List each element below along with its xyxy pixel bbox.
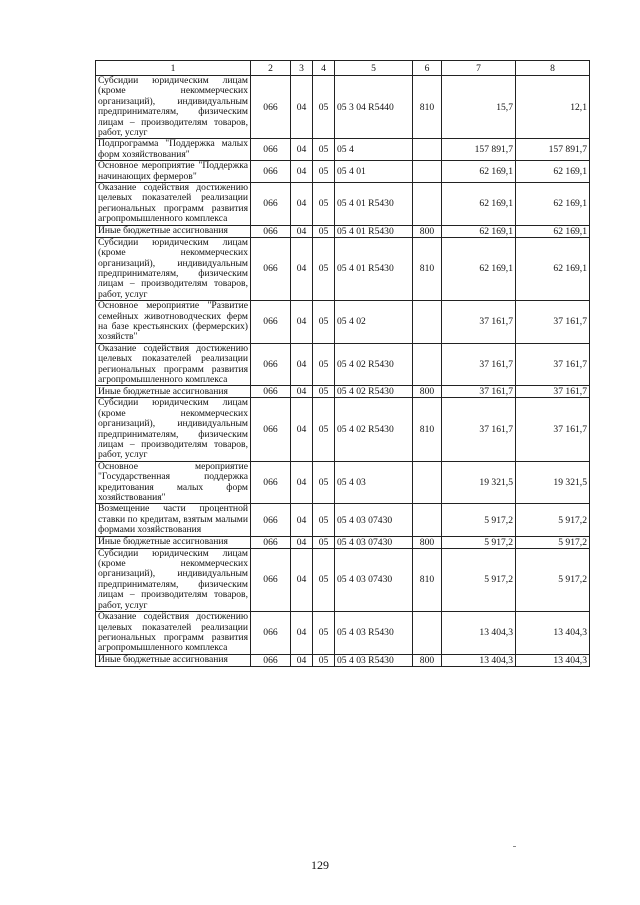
grbs-cell: 066 [251,161,291,183]
section-cell: 04 [291,612,313,655]
amount-cell: 62 169,1 [442,161,516,183]
amount-cell: 37 161,7 [516,301,590,344]
expense-type-cell: 800 [413,386,442,398]
subsection-cell: 05 [313,548,335,611]
target-article-cell: 05 4 03 07430 [335,536,413,548]
column-header: 3 [291,61,313,76]
table-row [96,536,590,548]
target-article-cell: 05 4 02 R5430 [335,343,413,386]
table-row [96,343,590,386]
amount-cell: 37 161,7 [516,398,590,461]
row-name-cell: Иные бюджетные ассигнования [96,225,251,237]
grbs-cell: 066 [251,301,291,344]
amount-cell: 13 404,3 [516,612,590,655]
row-name-cell: Возмещение части процентной ставки по кредитам, взятым малыми формами хозяйствования [96,504,251,536]
row-name-cell: Основное мероприятие "Развитие семейных животноводческих ферм на базе крестьянских (фермерских) хозяйств" [96,301,251,344]
amount-cell: 37 161,7 [516,343,590,386]
amount-cell: 12,1 [516,76,590,139]
amount-cell: 37 161,7 [442,398,516,461]
row-name-cell: Подпрограмма "Поддержка малых форм хозяйствования" [96,139,251,161]
target-article-cell: 05 3 04 R5440 [335,76,413,139]
table-row [96,225,590,237]
column-header: 5 [335,61,413,76]
row-name-cell: Субсидии юридическим лицам (кроме некоммерческих организаций), индивидуальным предпринимателям, физическим лицам – производителям товаров, работ, услуг [96,548,251,611]
section-cell: 04 [291,139,313,161]
target-article-cell: 05 4 02 R5430 [335,398,413,461]
amount-cell: 157 891,7 [516,139,590,161]
page-number: 129 [311,858,329,872]
amount-cell: 62 169,1 [442,183,516,226]
amount-cell: 5 917,2 [516,548,590,611]
expense-type-cell [413,461,442,504]
target-article-cell: 05 4 [335,139,413,161]
column-header: 7 [442,61,516,76]
section-cell: 04 [291,225,313,237]
table-row [96,654,590,666]
section-cell: 04 [291,76,313,139]
grbs-cell: 066 [251,237,291,300]
expense-type-cell: 800 [413,225,442,237]
target-article-cell: 05 4 02 [335,301,413,344]
row-name-cell: Иные бюджетные ассигнования [96,536,251,548]
section-cell: 04 [291,654,313,666]
amount-cell: 37 161,7 [516,386,590,398]
amount-cell: 62 169,1 [516,225,590,237]
target-article-cell: 05 4 03 07430 [335,548,413,611]
expense-type-cell [413,504,442,536]
grbs-cell: 066 [251,139,291,161]
table-row [96,139,590,161]
subsection-cell: 05 [313,536,335,548]
expense-type-cell [413,183,442,226]
amount-cell: 13 404,3 [516,654,590,666]
subsection-cell: 05 [313,504,335,536]
table-row [96,548,590,611]
target-article-cell: 05 4 03 R5430 [335,612,413,655]
section-cell: 04 [291,343,313,386]
column-header: 4 [313,61,335,76]
amount-cell: 37 161,7 [442,301,516,344]
amount-cell: 5 917,2 [442,536,516,548]
section-cell: 04 [291,504,313,536]
table-row [96,461,590,504]
grbs-cell: 066 [251,386,291,398]
expense-type-cell [413,612,442,655]
section-cell: 04 [291,536,313,548]
subsection-cell: 05 [313,237,335,300]
subsection-cell: 05 [313,161,335,183]
grbs-cell: 066 [251,398,291,461]
grbs-cell: 066 [251,183,291,226]
expense-type-cell: 810 [413,76,442,139]
budget-table [95,60,590,667]
column-header: 8 [516,61,590,76]
subsection-cell: 05 [313,225,335,237]
target-article-cell: 05 4 03 [335,461,413,504]
table-row [96,161,590,183]
amount-cell: 62 169,1 [516,237,590,300]
amount-cell: 5 917,2 [442,548,516,611]
amount-cell: 5 917,2 [516,504,590,536]
subsection-cell: 05 [313,398,335,461]
grbs-cell: 066 [251,612,291,655]
grbs-cell: 066 [251,504,291,536]
row-name-cell: Иные бюджетные ассигнования [96,654,251,666]
table-row [96,504,590,536]
amount-cell: 19 321,5 [442,461,516,504]
section-cell: 04 [291,386,313,398]
table-row [96,183,590,226]
section-cell: 04 [291,183,313,226]
expense-type-cell [413,161,442,183]
target-article-cell: 05 4 02 R5430 [335,386,413,398]
expense-type-cell: 810 [413,237,442,300]
row-name-cell: Основное мероприятие "Поддержка начинающих фермеров" [96,161,251,183]
grbs-cell: 066 [251,536,291,548]
expense-type-cell: 810 [413,548,442,611]
amount-cell: 19 321,5 [516,461,590,504]
subsection-cell: 05 [313,343,335,386]
row-name-cell: Оказание содействия достижению целевых показателей реализации региональных программ развития агропромышленного комплекса [96,183,251,226]
amount-cell: 13 404,3 [442,612,516,655]
row-name-cell: Оказание содействия достижению целевых показателей реализации региональных программ развития агропромышленного комплекса [96,343,251,386]
amount-cell: 37 161,7 [442,386,516,398]
row-name-cell: Оказание содействия достижению целевых показателей реализации региональных программ развития агропромышленного комплекса [96,612,251,655]
row-name-cell: Иные бюджетные ассигнования [96,386,251,398]
grbs-cell: 066 [251,461,291,504]
section-cell: 04 [291,237,313,300]
subsection-cell: 05 [313,301,335,344]
target-article-cell: 05 4 03 07430 [335,504,413,536]
amount-cell: 15,7 [442,76,516,139]
amount-cell: 62 169,1 [516,183,590,226]
table-row [96,237,590,300]
subsection-cell: 05 [313,76,335,139]
table-row [96,301,590,344]
section-cell: 04 [291,548,313,611]
row-name-cell: Субсидии юридическим лицам (кроме некоммерческих организаций), индивидуальным предпринимателям, физическим лицам – производителям товаров, работ, услуг [96,398,251,461]
expense-type-cell: 800 [413,654,442,666]
grbs-cell: 066 [251,654,291,666]
column-header: 2 [251,61,291,76]
subsection-cell: 05 [313,183,335,226]
row-name-cell: Субсидии юридическим лицам (кроме некоммерческих организаций), индивидуальным предпринимателям, физическим лицам – производителям товаров, работ, услуг [96,76,251,139]
subsection-cell: 05 [313,386,335,398]
row-name-cell: Основное мероприятие "Государственная поддержка кредитования малых форм хозяйствования" [96,461,251,504]
subsection-cell: 05 [313,461,335,504]
target-article-cell: 05 4 03 R5430 [335,654,413,666]
expense-type-cell [413,301,442,344]
section-cell: 04 [291,161,313,183]
table-row [96,612,590,655]
expense-type-cell [413,343,442,386]
expense-type-cell: 810 [413,398,442,461]
amount-cell: 62 169,1 [442,225,516,237]
table-header-row [96,61,590,76]
subsection-cell: 05 [313,612,335,655]
target-article-cell: 05 4 01 R5430 [335,237,413,300]
amount-cell: 5 917,2 [516,536,590,548]
section-cell: 04 [291,461,313,504]
target-article-cell: 05 4 01 R5430 [335,183,413,226]
table-row [96,398,590,461]
row-name-cell: Субсидии юридическим лицам (кроме некоммерческих организаций), индивидуальным предпринимателям, физическим лицам – производителям товаров, работ, услуг [96,237,251,300]
target-article-cell: 05 4 01 [335,161,413,183]
scan-artifact [513,846,516,847]
subsection-cell: 05 [313,654,335,666]
amount-cell: 37 161,7 [442,343,516,386]
target-article-cell: 05 4 01 R5430 [335,225,413,237]
amount-cell: 157 891,7 [442,139,516,161]
amount-cell: 5 917,2 [442,504,516,536]
expense-type-cell: 800 [413,536,442,548]
subsection-cell: 05 [313,139,335,161]
section-cell: 04 [291,398,313,461]
grbs-cell: 066 [251,225,291,237]
amount-cell: 62 169,1 [442,237,516,300]
amount-cell: 13 404,3 [442,654,516,666]
expense-type-cell [413,139,442,161]
grbs-cell: 066 [251,343,291,386]
table-row [96,386,590,398]
amount-cell: 62 169,1 [516,161,590,183]
column-header: 6 [413,61,442,76]
grbs-cell: 066 [251,548,291,611]
table-row [96,76,590,139]
table-body [96,76,590,667]
grbs-cell: 066 [251,76,291,139]
column-header: 1 [96,61,251,76]
section-cell: 04 [291,301,313,344]
